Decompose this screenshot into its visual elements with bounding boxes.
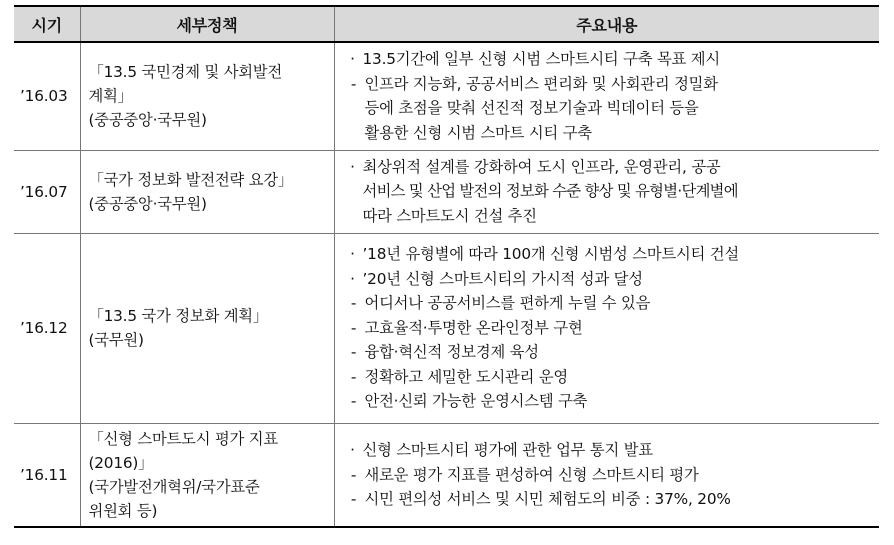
content-sub-item: [343, 316, 876, 341]
dash-mark: -: [350, 343, 357, 362]
content-line: 안전·신뢰 가능한 운영시스템 구축: [364, 392, 588, 411]
content-line: 정확하고 세밀한 도시관리 운영: [364, 367, 568, 386]
content-line: 따라 스마트도시 건설 추진: [362, 206, 537, 225]
content-line: 시민 편의성 서비스 및 시민 체험도의 비중 : 37%, 20%: [364, 490, 731, 508]
content-line: 융합·혁신적 정보경제 육성: [364, 343, 539, 362]
dash-mark: -: [350, 74, 357, 93]
table-row: [14, 150, 879, 233]
bullet-mark: ·: [350, 245, 355, 264]
header-period: 시기: [14, 6, 80, 42]
content-item: [343, 47, 876, 72]
policy-table: [14, 5, 879, 528]
content-line: 최상위적 설계를 강화하여 도시 인프라, 운영관리, 공공: [362, 157, 721, 176]
policy-line: 「신형 스마트도시 평가 지표: [88, 429, 278, 448]
policy-cell: [80, 42, 334, 150]
content-sub-item: [343, 365, 876, 390]
content-cell: [334, 423, 879, 527]
content-line: 고효율적·투명한 온라인정부 구현: [364, 318, 583, 337]
content-line: 등에 초점을 맞춰 선진적 정보기술과 빅데이터 등을: [364, 99, 699, 118]
dash-mark: -: [350, 367, 357, 386]
dash-mark: -: [350, 490, 357, 508]
content-cell: [334, 150, 879, 233]
policy-table-container: [14, 5, 879, 528]
content-item: [343, 267, 876, 292]
content-sub-item: [343, 389, 876, 414]
bullet-mark: ·: [350, 441, 355, 459]
period-cell: ’16.12: [14, 233, 80, 423]
policy-line: (2016)」: [88, 453, 154, 472]
content-item: [343, 242, 876, 267]
content-line: 활용한 신형 시범 스마트 시티 구축: [364, 123, 592, 142]
content-line: 새로운 평가 지표를 편성하여 신형 스마트시티 평가: [364, 465, 699, 484]
policy-line: 「13.5 국민경제 및 사회발전: [88, 63, 283, 82]
dash-mark: -: [350, 465, 357, 484]
table-row: [14, 42, 879, 150]
policy-line: 「13.5 국가 정보화 계획」: [88, 307, 268, 325]
dash-mark: -: [350, 318, 357, 337]
policy-line: 위원회 등): [88, 501, 158, 520]
header-policy: 세부정책: [80, 6, 334, 42]
period-cell: ’16.11: [14, 423, 80, 527]
policy-cell: [80, 150, 334, 233]
policy-line: 계획」: [88, 87, 133, 106]
content-sub-item: [343, 291, 876, 316]
content-line: ’18년 유형별에 따라 100개 신형 시범성 스마트시티 건설: [362, 245, 739, 264]
content-cell: [334, 233, 879, 423]
policy-line: (중공중앙·국무원): [88, 194, 207, 213]
content-item: [343, 438, 876, 463]
policy-line: 「국가 정보화 발전전략 요강」: [88, 170, 294, 189]
period-cell: ’16.07: [14, 150, 80, 233]
table-header-row: [14, 6, 879, 42]
content-sub-item: [343, 340, 876, 365]
policy-cell: [80, 423, 334, 527]
table-row: [14, 233, 879, 423]
content-line: 어디서나 공공서비스를 편하게 누릴 수 있음: [364, 294, 651, 313]
content-item: [343, 155, 876, 229]
period-cell: ’16.03: [14, 42, 80, 150]
content-sub-item: [343, 463, 876, 488]
bullet-mark: ·: [350, 269, 355, 288]
content-line: 서비스 및 산업 발전의 정보화 수준 향상 및 유형별·단계별에: [362, 182, 738, 201]
content-line: 인프라 지능화, 공공서비스 편리화 및 사회관리 정밀화: [364, 74, 718, 93]
policy-cell: [80, 233, 334, 423]
dash-mark: -: [350, 294, 357, 313]
content-line: ’20년 신형 스마트시티의 가시적 성과 달성: [362, 269, 643, 288]
bullet-mark: ·: [350, 50, 355, 69]
bullet-mark: ·: [350, 157, 355, 176]
policy-line: (국가발전개혁위/국가표준: [88, 477, 260, 496]
content-cell: [334, 42, 879, 150]
table-row: [14, 423, 879, 527]
content-sub-item: [343, 72, 876, 146]
header-content: 주요내용: [334, 6, 879, 42]
policy-line: (중공중앙·국무원): [88, 111, 207, 130]
content-sub-item: [343, 487, 876, 512]
content-line: 13.5기간에 일부 신형 시범 스마트시티 구축 목표 제시: [362, 50, 720, 69]
content-line: 신형 스마트시티 평가에 관한 업무 통지 발표: [362, 441, 653, 459]
policy-line: (국무원): [88, 331, 144, 349]
dash-mark: -: [350, 392, 357, 411]
